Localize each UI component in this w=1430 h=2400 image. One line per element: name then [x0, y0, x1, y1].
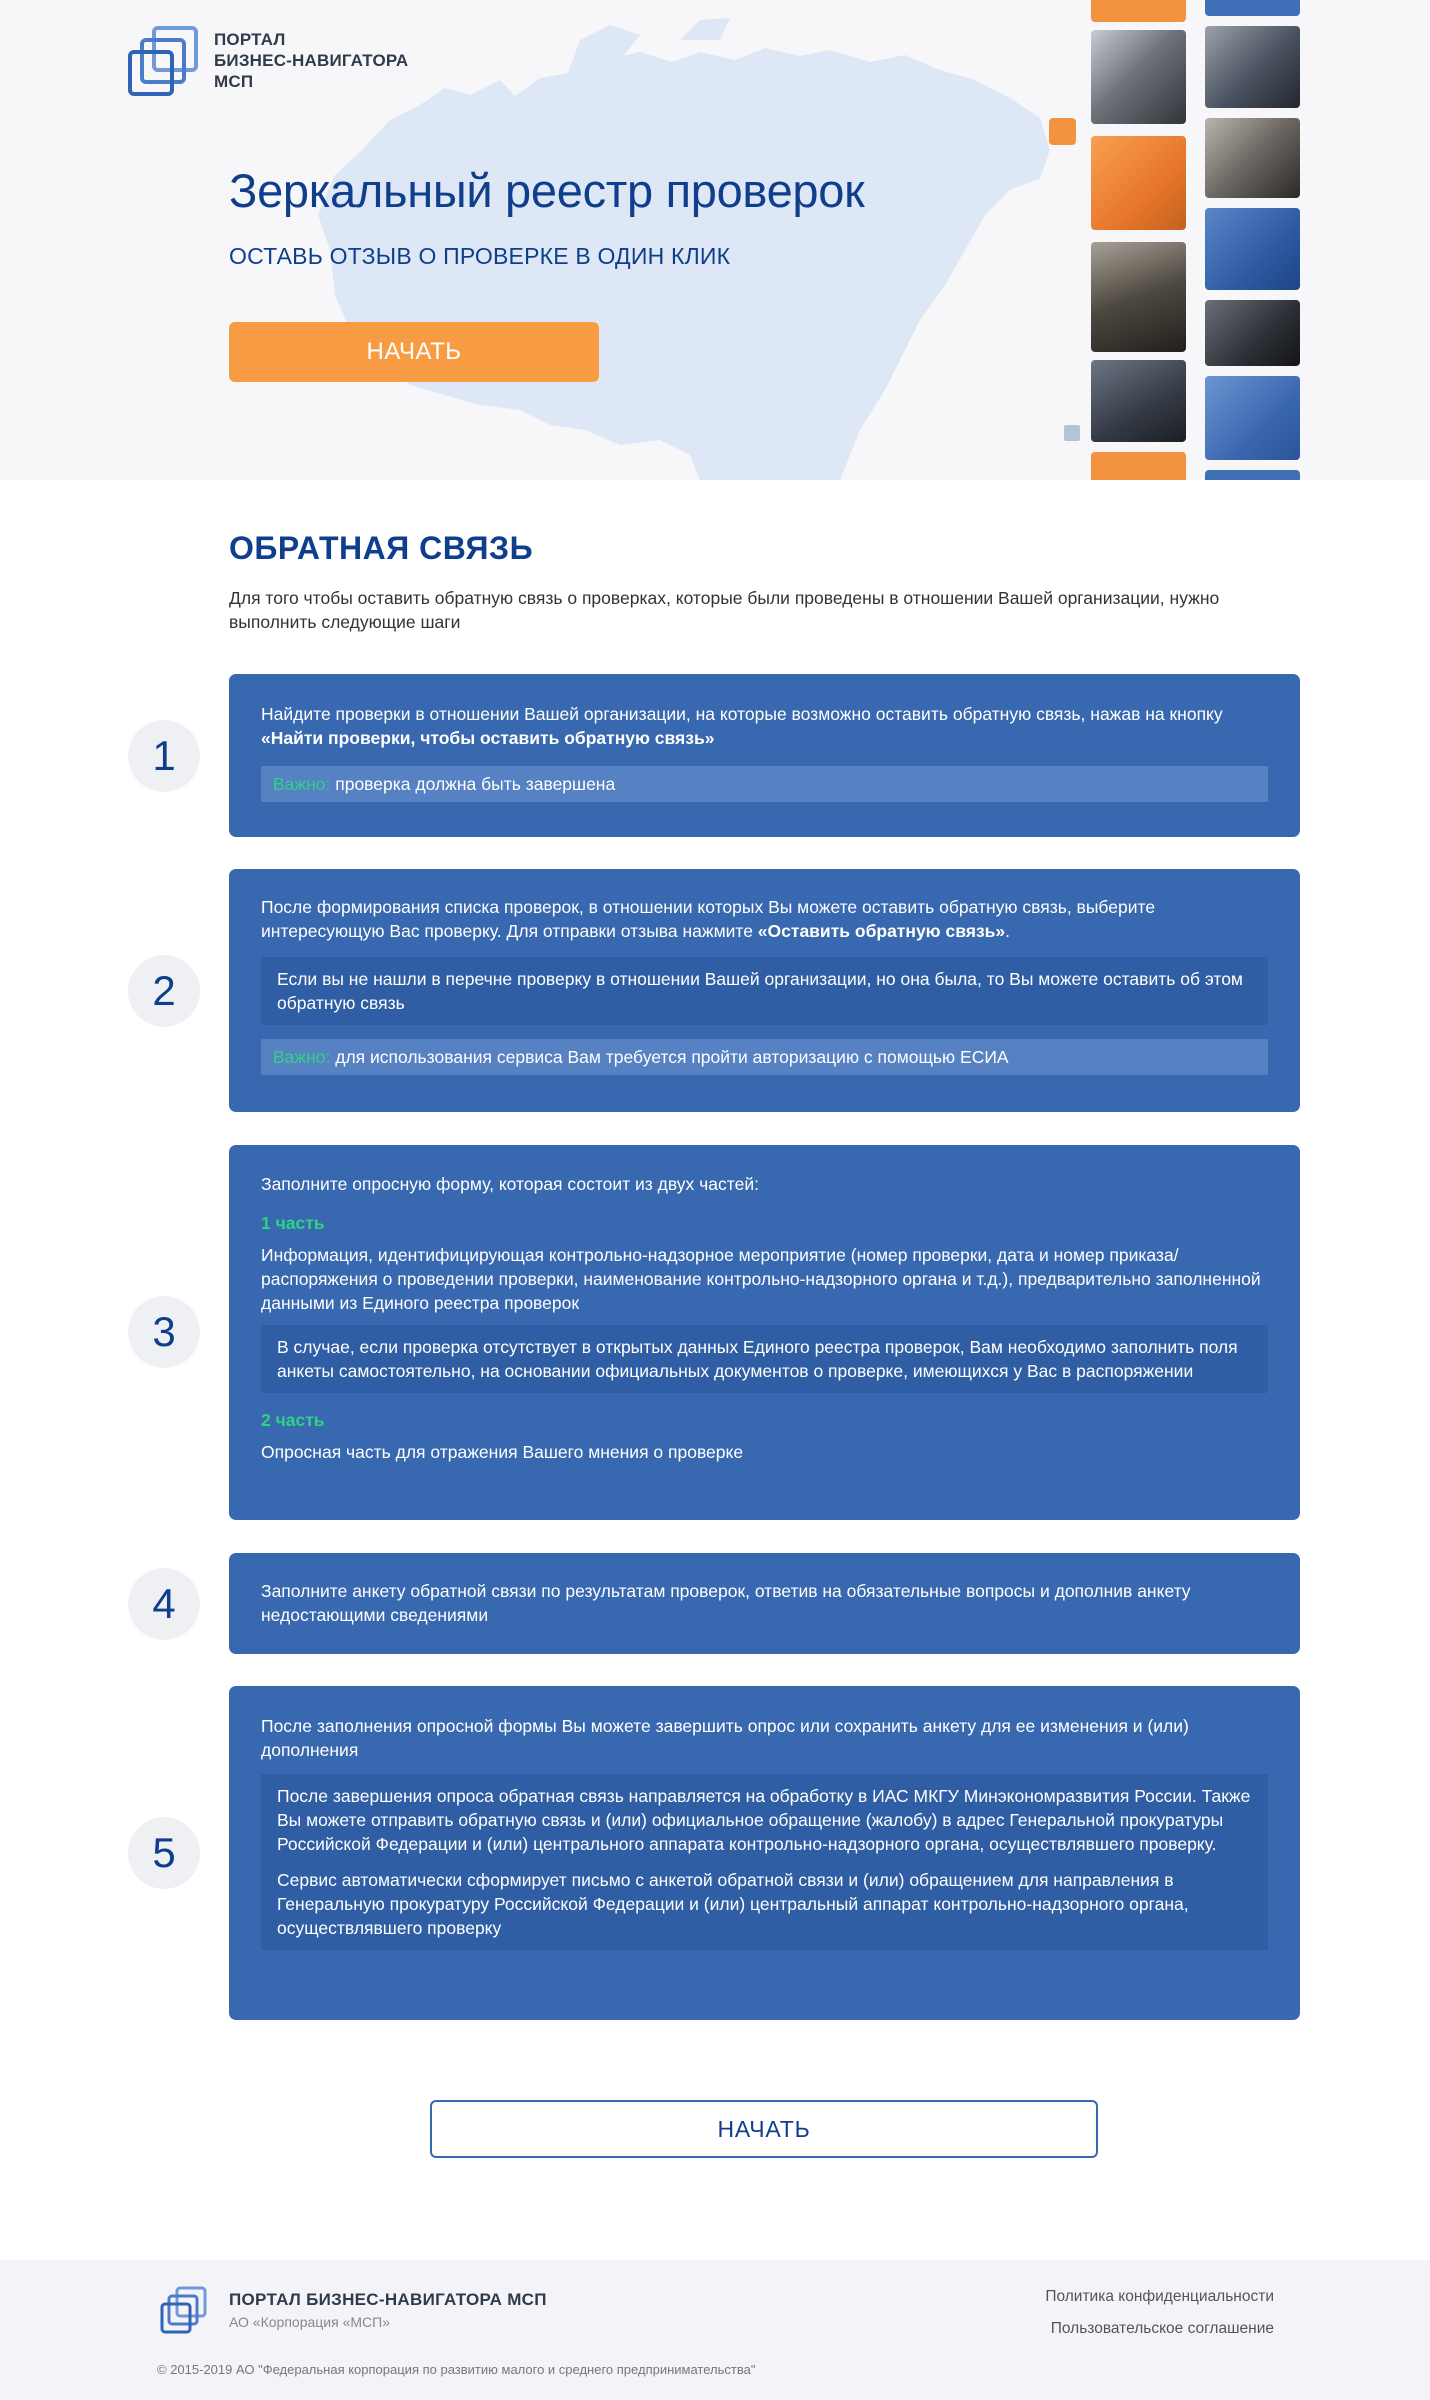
- mosaic-tile: [1091, 0, 1186, 22]
- mosaic-photo-blue-2: [1205, 376, 1300, 460]
- step-card-4: [229, 1553, 1300, 1654]
- step-number-1: 1: [128, 720, 200, 792]
- logo-line-2: БИЗНЕС-НАВИГАТОРА: [214, 51, 409, 70]
- step-2-leave-feedback-link: «Оставить обратную связь»: [757, 921, 1006, 941]
- user-agreement-link[interactable]: Пользовательское соглашение: [1050, 2320, 1274, 2337]
- step-number-4: 4: [128, 1568, 200, 1640]
- important-label: Важно:: [273, 774, 331, 794]
- mosaic-photo-orange: [1091, 136, 1186, 230]
- step-number-3: 3: [128, 1296, 200, 1368]
- important-note-1: [261, 766, 1268, 802]
- part-2-text: Опросная часть для отражения Вашего мнения о проверке: [261, 1442, 744, 1462]
- important-note-2: [261, 1039, 1268, 1075]
- mosaic-photo-office: [1091, 360, 1186, 442]
- step-5-note-2: Сервис автоматически сформирует письмо с анкетой обратной связи и (или) обращением для направления в Генеральную прокуратуру Российской Федерации и (или) центральный аппарат контрольно-надзорного органа, осуществлявшего проверку: [277, 1870, 1189, 1938]
- mosaic-tile: [1205, 470, 1300, 480]
- step-card-5: [229, 1686, 1300, 2020]
- mosaic-photo-blue: [1205, 208, 1300, 290]
- mosaic-accent-grey: [1064, 425, 1080, 441]
- step-1-find-link: «Найти проверки, чтобы оставить обратную связь»: [261, 728, 715, 748]
- step-5-text: После заполнения опросной формы Вы можете завершить опрос или сохранить анкету для ее изменения и (или) дополнения: [261, 1716, 1189, 1760]
- mosaic-photo-laptop: [1091, 30, 1186, 124]
- hero-start-button[interactable]: НАЧАТЬ: [229, 322, 599, 382]
- hero-section: [0, 0, 1430, 480]
- hero-subtitle: ОСТАВЬ ОТЗЫВ О ПРОВЕРКЕ В ОДИН КЛИК: [229, 243, 731, 269]
- mosaic-photo-people: [1205, 26, 1300, 108]
- feedback-intro: Для того чтобы оставить обратную связь о проверках, которые были проведены в отношении Вашей организации, нужно выполнить следующие шаги: [229, 588, 1220, 632]
- logo-squares-icon: [128, 26, 200, 98]
- feedback-title: ОБРАТНАЯ СВЯЗЬ: [229, 530, 534, 566]
- step-5-notes: [261, 1774, 1268, 1950]
- footer-title: ПОРТАЛ БИЗНЕС-НАВИГАТОРА МСП: [229, 2290, 547, 2309]
- step-3-text: Заполните опросную форму, которая состоит из двух частей:: [261, 1174, 759, 1194]
- part-1-text: Информация, идентифицирующая контрольно-надзорное мероприятие (номер проверки, дата и номер приказа/распоряжения о проведении проверки, наименование контрольно-надзорного органа и т.д.), предварительно заполненной данными из Единого реестра проверок: [261, 1245, 1261, 1313]
- part-1-label: 1 часть: [261, 1213, 325, 1233]
- part-2-label: 2 часть: [261, 1410, 325, 1430]
- step-2-note: Если вы не нашли в перечне проверку в отношении Вашей организации, но она была, то Вы можете оставить об этом обратную связь: [261, 957, 1268, 1025]
- step-4-text: Заполните анкету обратной связи по результатам проверок, ответив на обязательные вопросы и дополнив анкету недостающими сведениями: [261, 1581, 1191, 1625]
- mosaic-photo-police: [1205, 300, 1300, 366]
- part-1-note: В случае, если проверка отсутствует в открытых данных Единого реестра проверок, Вам необходимо заполнить поля анкеты самостоятельно, на основании официальных документов о проверке, имеющихся у Вас в распоряжении: [261, 1325, 1268, 1393]
- step-5-note-1: После завершения опроса обратная связь направляется на обработку в ИАС МКГУ Минэкономразвития России. Также Вы можете отправить обратную связь и (или) официальное обращение (жалобу) в адрес Генеральной прокуратуры Российской Федерации и (или) центрального аппарата контрольно-надзорного органа, осуществлявшего проверку.: [277, 1786, 1251, 1854]
- step-card-3: [229, 1145, 1300, 1520]
- mosaic-photo-team: [1205, 118, 1300, 198]
- step-2-text: [261, 895, 1268, 943]
- logo-line-3: МСП: [214, 72, 254, 91]
- step-1-text: [261, 702, 1268, 750]
- important-label: Важно:: [273, 1047, 331, 1067]
- page-title: Зеркальный реестр проверок: [229, 164, 865, 217]
- footer-logo-icon[interactable]: [160, 2286, 208, 2338]
- copyright: © 2015-2019 АО "Федеральная корпорация по развитию малого и среднего предпринимательства": [157, 2362, 756, 2377]
- step-1-text-main: Найдите проверки в отношении Вашей организации, на которые возможно оставить обратную связь, нажав на кнопку: [261, 704, 1223, 724]
- logo-text: [214, 29, 408, 92]
- important-text: проверка должна быть завершена: [330, 774, 616, 794]
- step-number-5: 5: [128, 1817, 200, 1889]
- step-card-2: [229, 869, 1300, 1112]
- step-2-text-main: После формирования списка проверок, в отношении которых Вы можете оставить обратную связь, выберите интересующую Вас проверку. Для отправки отзыва нажмите: [261, 897, 1156, 941]
- footer-subtitle: АО «Корпорация «МСП»: [229, 2314, 390, 2330]
- mosaic-tile: [1091, 452, 1186, 480]
- step-number-2: 2: [128, 955, 200, 1027]
- mosaic-accent-orange: [1049, 118, 1076, 145]
- logo-line-1: ПОРТАЛ: [214, 30, 286, 49]
- step-card-1: [229, 674, 1300, 837]
- privacy-policy-link[interactable]: Политика конфиденциальности: [1045, 2288, 1274, 2305]
- important-text: для использования сервиса Вам требуется пройти авторизацию с помощью ЕСИА: [330, 1047, 1009, 1067]
- start-button[interactable]: НАЧАТЬ: [430, 2100, 1098, 2158]
- portal-logo[interactable]: [128, 26, 408, 98]
- mosaic-photo-meeting: [1091, 242, 1186, 352]
- step-2-text-end: .: [1005, 921, 1011, 941]
- mosaic-tile: [1205, 0, 1300, 16]
- footer: [0, 2260, 1430, 2400]
